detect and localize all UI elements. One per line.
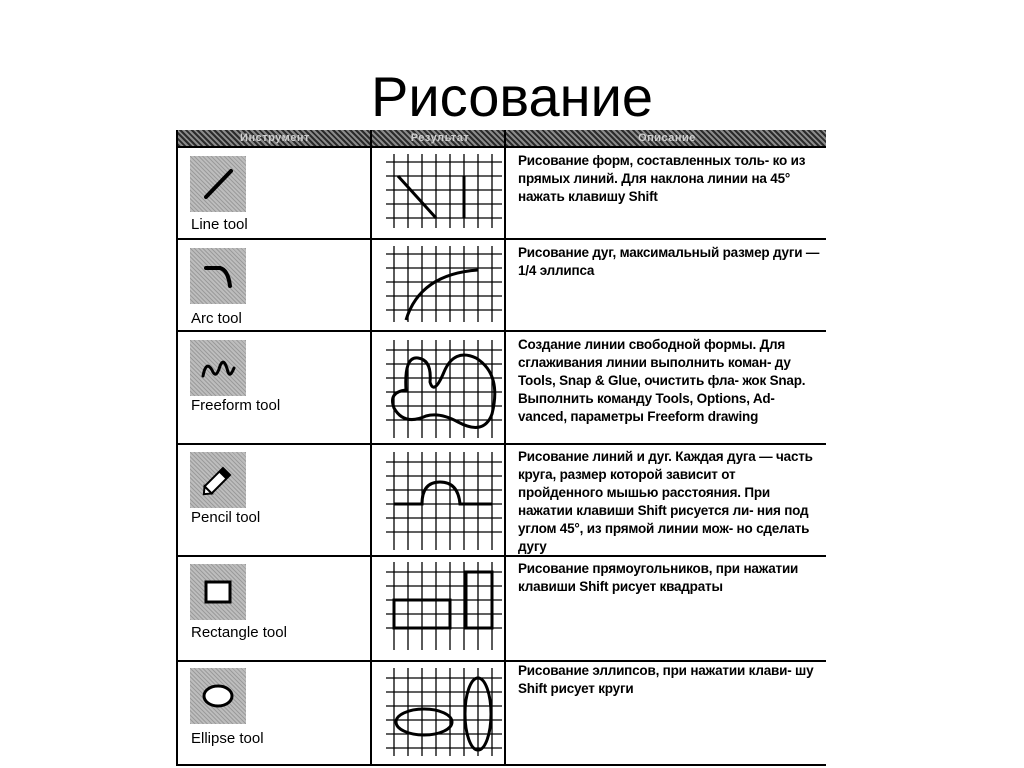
description-line: Рисование форм, составленных толь- ко из прямых линий. Для наклона линии на 45° нажать клавишу Shift: [518, 153, 806, 204]
column-divider: [370, 130, 372, 766]
header-description: Описание: [638, 132, 696, 144]
arc-result-grid: [384, 244, 504, 324]
tool-label-rectangle: Rectangle tool: [191, 624, 287, 641]
row-divider: [178, 764, 826, 766]
tool-label-ellipse: Ellipse tool: [191, 730, 264, 747]
rectangle-result-grid: [384, 560, 504, 652]
row-divider: [178, 330, 826, 332]
ellipse-result-grid: [384, 666, 504, 758]
description-pencil: Рисование линий и дуг. Каждая дуга — часть круга, размер которой зависит от пройденного мышью расстояния. При нажатии клавиши Shift рисуется ли- ния под углом 45°, из прямой линии мож- но сделать дугу: [518, 449, 813, 554]
table-header: [178, 130, 826, 148]
pencil-icon: [190, 452, 246, 508]
pencil-result-grid: [384, 450, 504, 552]
row-divider: [178, 238, 826, 240]
tool-label-line: Line tool: [191, 216, 248, 233]
description-rectangle: Рисование прямоугольников, при нажатии клавиши Shift рисует квадраты: [518, 561, 799, 594]
description-ellipse: Рисование эллипсов, при нажатии клави- шу Shift рисует круги: [518, 663, 814, 696]
drawing-tools-table: [176, 130, 826, 766]
ellipse-icon: [190, 668, 246, 724]
tool-label-pencil: Pencil tool: [191, 509, 261, 526]
description-arc: Рисование дуг, максимальный размер дуги — 1/4 эллипса: [518, 245, 820, 278]
slide-title: Рисование: [370, 65, 654, 128]
header-tool: Инструмент: [240, 132, 310, 144]
tool-label-arc: Arc tool: [191, 310, 242, 327]
freeform-result-grid: [384, 338, 504, 440]
arc-icon: [190, 248, 246, 304]
row-divider: [178, 443, 826, 445]
line-result-grid: [384, 152, 504, 230]
rectangle-icon: [190, 564, 246, 620]
header-result: Результат: [410, 132, 470, 144]
column-divider: [504, 130, 506, 766]
freeform-icon: [190, 340, 246, 396]
tool-label-freeform: Freeform tool: [191, 397, 281, 414]
line-icon: [190, 156, 246, 212]
description-freeform: Создание линии свободной формы. Для сглаживания линии выполнить коман- ду Tools, Snap & Glue, очистить фла- жок Snap. Выполнить команду Tools, Options, Ad- vanced, параметры Freeform drawing: [518, 337, 806, 424]
